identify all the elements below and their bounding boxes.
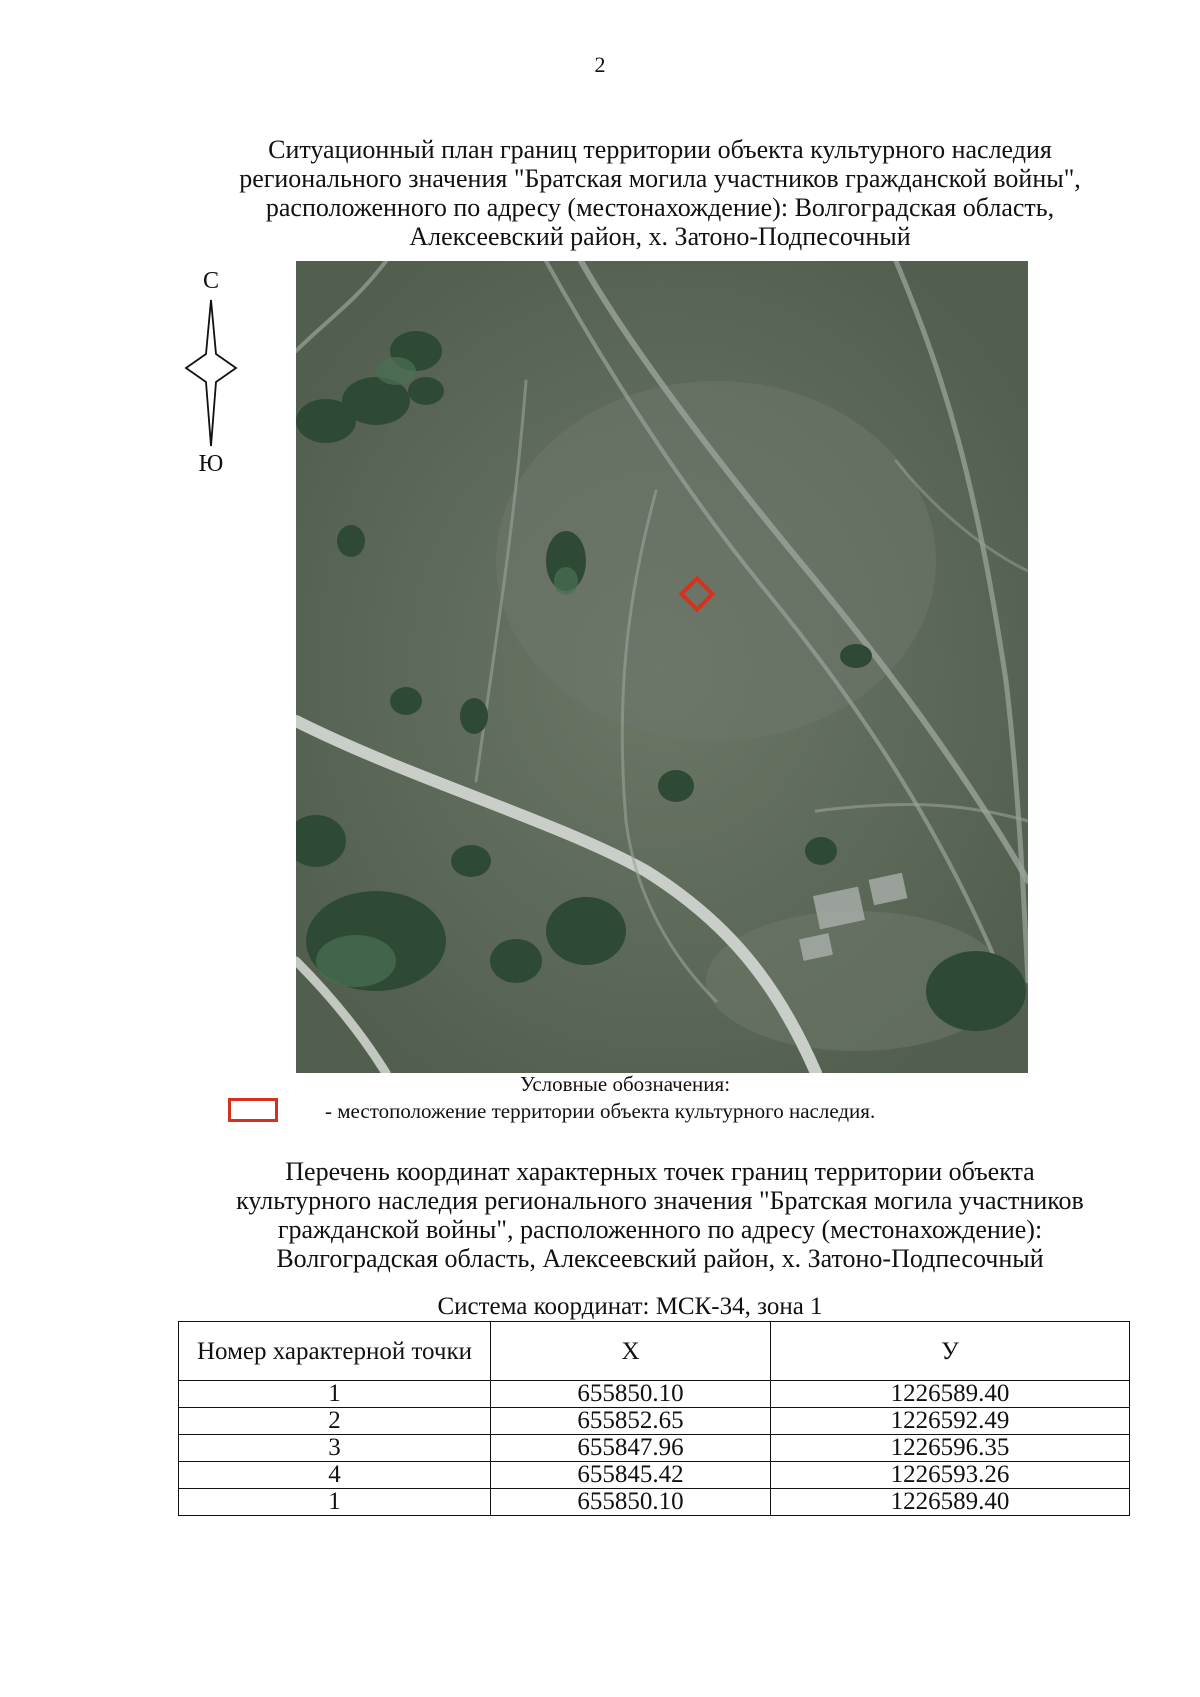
cell-x: 655847.96 <box>491 1435 771 1462</box>
table-row <box>179 1489 1130 1516</box>
coordinate-system: Система координат: МСК-34, зона 1 <box>437 1293 823 1320</box>
cell-y: 1226596.35 <box>771 1435 1130 1462</box>
list-title-line: гражданской войны", расположенного по адресу (местонахождение): <box>277 1215 1043 1244</box>
legend-title: Условные обозначения: <box>520 1072 731 1096</box>
table-row <box>179 1462 1130 1489</box>
north-label: С <box>202 268 219 294</box>
header-y: У <box>771 1322 1130 1381</box>
satellite-image <box>296 261 1028 1073</box>
cell-point: 1 <box>179 1489 491 1516</box>
page-number: 2 <box>594 52 606 77</box>
table-row <box>179 1408 1130 1435</box>
cell-point: 4 <box>179 1462 491 1489</box>
compass-rose-icon <box>178 298 244 448</box>
coordinates-table <box>178 1321 1130 1516</box>
list-title-line: Перечень координат характерных точек границ территории объекта <box>285 1157 1035 1186</box>
south-label: Ю <box>198 451 224 477</box>
title-line: расположенного по адресу (местонахождение): Волгоградская область, <box>265 193 1055 222</box>
coordinates-list-title <box>150 1157 1170 1273</box>
cell-x: 655845.42 <box>491 1462 771 1489</box>
list-title-line: культурного наследия регионального значения "Братская могила участников <box>236 1186 1084 1215</box>
list-title-line: Волгоградская область, Алексеевский район, х. Затоно-Подпесочный <box>276 1244 1044 1273</box>
header-x: X <box>491 1322 771 1381</box>
cell-point: 1 <box>179 1381 491 1408</box>
header-point-number: Номер характерной точки <box>179 1322 491 1381</box>
table-row <box>179 1381 1130 1408</box>
north-arrow <box>178 268 244 477</box>
cell-y: 1226593.26 <box>771 1462 1130 1489</box>
table-row <box>179 1435 1130 1462</box>
legend-item-text: - местоположение территории объекта культурного наследия. <box>325 1099 876 1123</box>
title-line: регионального значения "Братская могила участников гражданской войны", <box>239 164 1081 193</box>
table-header-row <box>179 1322 1130 1381</box>
legend-marker <box>228 1098 278 1122</box>
satellite-map <box>296 261 1028 1073</box>
cell-point: 3 <box>179 1435 491 1462</box>
title-line: Ситуационный план границ территории объекта культурного наследия <box>268 135 1052 164</box>
cell-y: 1226592.49 <box>771 1408 1130 1435</box>
cell-x: 655850.10 <box>491 1381 771 1408</box>
cell-x: 655852.65 <box>491 1408 771 1435</box>
cell-x: 655850.10 <box>491 1489 771 1516</box>
cell-point: 2 <box>179 1408 491 1435</box>
cell-y: 1226589.40 <box>771 1489 1130 1516</box>
cell-y: 1226589.40 <box>771 1381 1130 1408</box>
title-line: Алексеевский район, х. Затоно-Подпесочный <box>409 222 911 251</box>
page-title <box>150 135 1170 251</box>
